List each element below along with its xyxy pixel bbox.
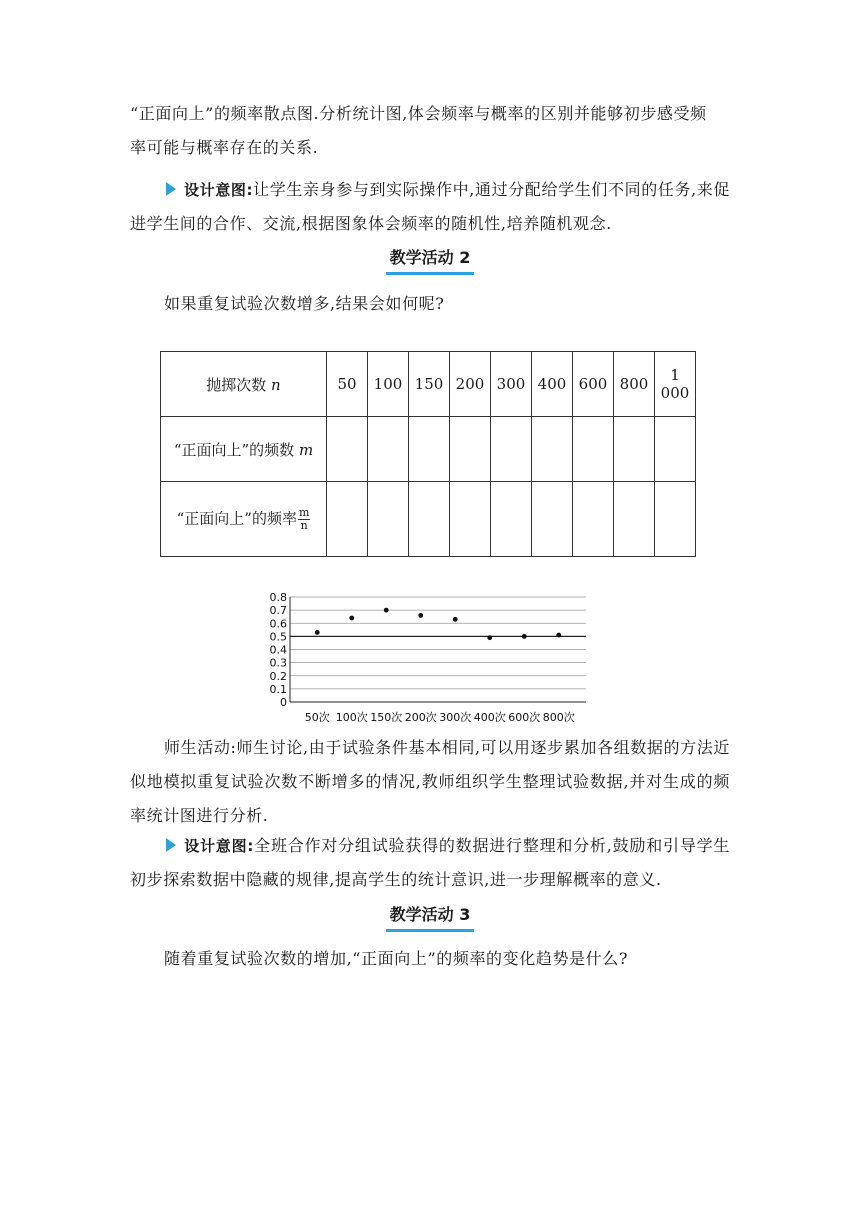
count-cell: 800 xyxy=(614,352,655,417)
empty-cell xyxy=(614,417,655,482)
data-point xyxy=(349,616,354,621)
intro-paragraph xyxy=(130,97,730,165)
count-cell: 300 xyxy=(491,352,532,417)
frequency-table xyxy=(160,351,696,557)
header-cell-n: 抛掷次数 n xyxy=(161,352,327,417)
x-tick-label: 300次 xyxy=(439,711,472,724)
data-point xyxy=(522,634,527,639)
play-arrow-icon xyxy=(166,838,176,852)
activity-2-title xyxy=(0,246,860,275)
design-intent-text: 让学生亲身参与到实际操作中,通过分配给学生们不同的任务,来促进学生间的合作、交流,根据图象体会频率的随机性,培养随机观念. xyxy=(130,180,730,233)
y-tick-label: 0.4 xyxy=(269,643,287,657)
empty-cell xyxy=(368,482,409,557)
header-cell-rate: “正面向上”的频率 $\frac{m}{n}$ xyxy=(161,482,327,557)
y-tick-label: 0.3 xyxy=(269,656,287,670)
fraction-m-over-n: $\frac{m}{n}$ xyxy=(298,505,310,532)
activity-3-question: 随着重复试验次数的增加,“正面向上”的频率的变化趋势是什么? xyxy=(164,949,629,968)
data-point xyxy=(418,613,423,618)
play-arrow-icon xyxy=(166,182,176,196)
frequency-scatter-chart xyxy=(250,585,610,727)
table-row-counts xyxy=(161,352,696,417)
design-intent-label: 设计意图: xyxy=(184,181,254,199)
count-cell: 50 xyxy=(327,352,368,417)
count-cell: 1 000 xyxy=(655,352,696,417)
data-point xyxy=(556,633,561,638)
empty-cell xyxy=(532,417,573,482)
count-cell: 400 xyxy=(532,352,573,417)
empty-cell xyxy=(368,417,409,482)
y-tick-label: 0.1 xyxy=(269,682,287,696)
table-row-frequency-rate xyxy=(161,482,696,557)
activity-2-heading: 教学活动 2 xyxy=(386,247,475,275)
empty-cell xyxy=(327,417,368,482)
empty-cell xyxy=(573,482,614,557)
empty-cell xyxy=(450,417,491,482)
intro-line-2: 率可能与概率存在的关系. xyxy=(130,138,319,157)
empty-cell xyxy=(573,417,614,482)
empty-cell xyxy=(409,482,450,557)
empty-cell xyxy=(655,417,696,482)
empty-cell xyxy=(532,482,573,557)
empty-cell xyxy=(409,417,450,482)
table-row-frequency-count xyxy=(161,417,696,482)
count-cell: 200 xyxy=(450,352,491,417)
activity-2-question: 如果重复试验次数增多,结果会如何呢? xyxy=(164,294,445,313)
design-intent-1 xyxy=(130,173,730,241)
data-point xyxy=(487,635,492,640)
x-tick-label: 150次 xyxy=(370,711,403,724)
x-tick-label: 50次 xyxy=(304,711,330,724)
y-tick-label: 0.7 xyxy=(269,604,287,618)
x-tick-label: 600次 xyxy=(508,711,541,724)
empty-cell xyxy=(450,482,491,557)
activity-3-heading: 教学活动 3 xyxy=(386,904,475,932)
data-point xyxy=(315,630,320,635)
x-tick-label: 800次 xyxy=(542,711,575,724)
design-intent-text: 全班合作对分组试验获得的数据进行整理和分析,鼓励和引导学生初步探索数据中隐藏的规律,提高学生的统计意识,进一步理解概率的意义. xyxy=(130,836,730,889)
x-tick-label: 200次 xyxy=(404,711,437,724)
y-tick-label: 0.2 xyxy=(269,669,287,683)
data-point xyxy=(453,617,458,622)
design-intent-label: 设计意图: xyxy=(184,837,254,855)
count-cell: 600 xyxy=(573,352,614,417)
y-tick-label: 0 xyxy=(280,696,287,709)
empty-cell xyxy=(655,482,696,557)
empty-cell xyxy=(491,417,532,482)
teacher-activity-paragraph: 师生活动:师生讨论,由于试验条件基本相同,可以用逐步累加各组数据的方法近似地模拟重复试验次数不断增多的情况,教师组织学生整理试验数据,并对生成的频率统计图进行分析. xyxy=(130,738,730,825)
intro-line-1: “正面向上”的频率散点图.分析统计图,体会频率与概率的区别并能够初步感受频 xyxy=(130,104,707,123)
count-cell: 150 xyxy=(409,352,450,417)
y-tick-label: 0.5 xyxy=(269,630,287,644)
data-point xyxy=(384,608,389,613)
x-tick-label: 100次 xyxy=(335,711,368,724)
empty-cell xyxy=(614,482,655,557)
design-intent-2 xyxy=(130,829,730,897)
empty-cell xyxy=(327,482,368,557)
y-tick-label: 0.8 xyxy=(269,591,287,604)
activity-3-title xyxy=(0,903,860,932)
header-cell-m: “正面向上”的频数 m xyxy=(161,417,327,482)
empty-cell xyxy=(491,482,532,557)
y-tick-label: 0.6 xyxy=(269,617,287,631)
count-cell: 100 xyxy=(368,352,409,417)
x-tick-label: 400次 xyxy=(473,711,506,724)
